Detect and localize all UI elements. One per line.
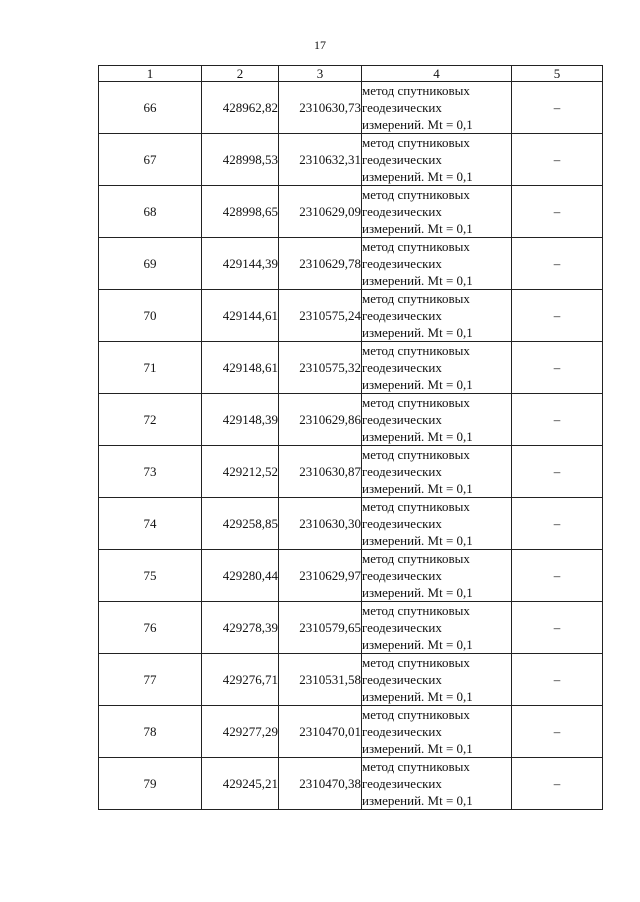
method-line: геодезических xyxy=(362,464,442,479)
note-cell: – xyxy=(512,602,603,654)
method-line: измерений. Mt = 0,1 xyxy=(362,637,473,652)
note-cell: – xyxy=(512,342,603,394)
x-coordinate: 429280,44 xyxy=(202,550,279,602)
table-row xyxy=(99,134,603,186)
method-line: измерений. Mt = 0,1 xyxy=(362,689,473,704)
method-cell xyxy=(362,342,512,394)
y-coordinate: 2310629,78 xyxy=(279,238,362,290)
table-row xyxy=(99,394,603,446)
method-line: геодезических xyxy=(362,776,442,791)
note-cell: – xyxy=(512,82,603,134)
method-line: метод спутниковых xyxy=(362,603,470,618)
x-coordinate: 429148,39 xyxy=(202,394,279,446)
y-coordinate: 2310629,97 xyxy=(279,550,362,602)
method-cell xyxy=(362,134,512,186)
x-coordinate: 429148,61 xyxy=(202,342,279,394)
y-coordinate: 2310629,86 xyxy=(279,394,362,446)
point-number: 71 xyxy=(99,342,202,394)
y-coordinate: 2310630,30 xyxy=(279,498,362,550)
table-row xyxy=(99,498,603,550)
header-col-4: 4 xyxy=(362,66,512,82)
y-coordinate: 2310575,24 xyxy=(279,290,362,342)
x-coordinate: 429278,39 xyxy=(202,602,279,654)
point-number: 74 xyxy=(99,498,202,550)
point-number: 79 xyxy=(99,758,202,810)
method-line: геодезических xyxy=(362,308,442,323)
point-number: 75 xyxy=(99,550,202,602)
note-cell: – xyxy=(512,290,603,342)
note-cell: – xyxy=(512,706,603,758)
method-line: метод спутниковых xyxy=(362,291,470,306)
y-coordinate: 2310470,01 xyxy=(279,706,362,758)
method-line: измерений. Mt = 0,1 xyxy=(362,221,473,236)
x-coordinate: 429144,39 xyxy=(202,238,279,290)
point-number: 67 xyxy=(99,134,202,186)
method-line: измерений. Mt = 0,1 xyxy=(362,793,473,808)
note-cell: – xyxy=(512,550,603,602)
method-line: измерений. Mt = 0,1 xyxy=(362,169,473,184)
table-row xyxy=(99,82,603,134)
y-coordinate: 2310531,58 xyxy=(279,654,362,706)
note-cell: – xyxy=(512,186,603,238)
y-coordinate: 2310632,31 xyxy=(279,134,362,186)
method-line: метод спутниковых xyxy=(362,83,470,98)
table-row xyxy=(99,758,603,810)
method-line: измерений. Mt = 0,1 xyxy=(362,429,473,444)
x-coordinate: 428998,53 xyxy=(202,134,279,186)
method-cell xyxy=(362,394,512,446)
y-coordinate: 2310629,09 xyxy=(279,186,362,238)
note-cell: – xyxy=(512,394,603,446)
method-cell xyxy=(362,550,512,602)
header-col-2: 2 xyxy=(202,66,279,82)
method-line: геодезических xyxy=(362,100,442,115)
note-cell: – xyxy=(512,134,603,186)
point-number: 78 xyxy=(99,706,202,758)
x-coordinate: 429144,61 xyxy=(202,290,279,342)
method-line: измерений. Mt = 0,1 xyxy=(362,741,473,756)
coordinates-table xyxy=(98,65,603,810)
table-header xyxy=(99,66,603,82)
note-cell: – xyxy=(512,654,603,706)
method-line: измерений. Mt = 0,1 xyxy=(362,533,473,548)
method-line: измерений. Mt = 0,1 xyxy=(362,117,473,132)
point-number: 68 xyxy=(99,186,202,238)
note-cell: – xyxy=(512,238,603,290)
table-body xyxy=(99,82,603,810)
header-col-3: 3 xyxy=(279,66,362,82)
method-line: геодезических xyxy=(362,672,442,687)
method-line: геодезических xyxy=(362,516,442,531)
method-cell xyxy=(362,654,512,706)
method-line: измерений. Mt = 0,1 xyxy=(362,273,473,288)
method-cell xyxy=(362,186,512,238)
point-number: 66 xyxy=(99,82,202,134)
method-line: геодезических xyxy=(362,724,442,739)
table-row xyxy=(99,602,603,654)
note-cell: – xyxy=(512,498,603,550)
method-line: метод спутниковых xyxy=(362,187,470,202)
x-coordinate: 429212,52 xyxy=(202,446,279,498)
y-coordinate: 2310579,65 xyxy=(279,602,362,654)
point-number: 73 xyxy=(99,446,202,498)
header-col-5: 5 xyxy=(512,66,603,82)
table-row xyxy=(99,290,603,342)
method-line: геодезических xyxy=(362,412,442,427)
method-cell xyxy=(362,758,512,810)
method-line: геодезических xyxy=(362,256,442,271)
method-line: геодезических xyxy=(362,568,442,583)
point-number: 69 xyxy=(99,238,202,290)
point-number: 70 xyxy=(99,290,202,342)
point-number: 77 xyxy=(99,654,202,706)
table-row xyxy=(99,446,603,498)
point-number: 72 xyxy=(99,394,202,446)
x-coordinate: 428998,65 xyxy=(202,186,279,238)
y-coordinate: 2310630,73 xyxy=(279,82,362,134)
table-row xyxy=(99,706,603,758)
header-row xyxy=(99,66,603,82)
method-cell xyxy=(362,290,512,342)
method-line: метод спутниковых xyxy=(362,135,470,150)
method-line: геодезических xyxy=(362,204,442,219)
method-cell xyxy=(362,706,512,758)
method-line: геодезических xyxy=(362,152,442,167)
method-line: метод спутниковых xyxy=(362,343,470,358)
method-line: метод спутниковых xyxy=(362,655,470,670)
table-row xyxy=(99,186,603,238)
header-col-1: 1 xyxy=(99,66,202,82)
table-row xyxy=(99,342,603,394)
x-coordinate: 429258,85 xyxy=(202,498,279,550)
method-line: измерений. Mt = 0,1 xyxy=(362,481,473,496)
method-cell xyxy=(362,82,512,134)
method-line: метод спутниковых xyxy=(362,239,470,254)
method-cell xyxy=(362,238,512,290)
method-line: метод спутниковых xyxy=(362,551,470,566)
table-row xyxy=(99,238,603,290)
method-line: метод спутниковых xyxy=(362,447,470,462)
method-line: геодезических xyxy=(362,620,442,635)
method-line: метод спутниковых xyxy=(362,499,470,514)
note-cell: – xyxy=(512,758,603,810)
method-cell xyxy=(362,602,512,654)
method-cell xyxy=(362,446,512,498)
table-row xyxy=(99,550,603,602)
point-number: 76 xyxy=(99,602,202,654)
method-cell xyxy=(362,498,512,550)
x-coordinate: 429277,29 xyxy=(202,706,279,758)
method-line: измерений. Mt = 0,1 xyxy=(362,377,473,392)
method-line: метод спутниковых xyxy=(362,395,470,410)
method-line: метод спутниковых xyxy=(362,759,470,774)
y-coordinate: 2310575,32 xyxy=(279,342,362,394)
method-line: метод спутниковых xyxy=(362,707,470,722)
note-cell: – xyxy=(512,446,603,498)
x-coordinate: 429245,21 xyxy=(202,758,279,810)
method-line: измерений. Mt = 0,1 xyxy=(362,325,473,340)
y-coordinate: 2310470,38 xyxy=(279,758,362,810)
y-coordinate: 2310630,87 xyxy=(279,446,362,498)
method-line: геодезических xyxy=(362,360,442,375)
x-coordinate: 428962,82 xyxy=(202,82,279,134)
table-row xyxy=(99,654,603,706)
page-number: 17 xyxy=(314,38,326,52)
x-coordinate: 429276,71 xyxy=(202,654,279,706)
method-line: измерений. Mt = 0,1 xyxy=(362,585,473,600)
